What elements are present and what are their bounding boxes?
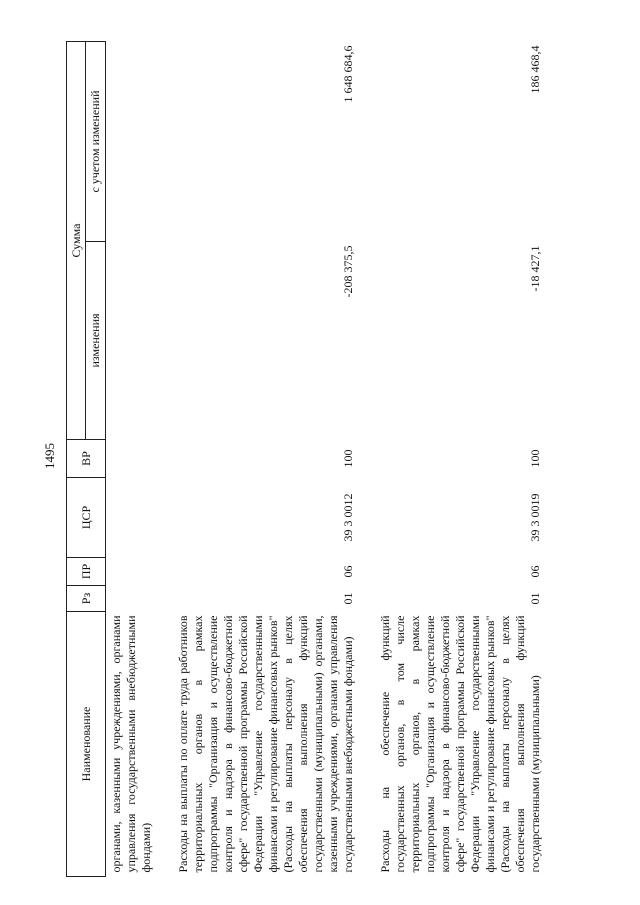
row-vr: 100 [340, 449, 355, 468]
header-rz: Рз [67, 586, 106, 612]
page-number: 1495 [42, 443, 57, 469]
row-csr: 39 3 0019 [527, 493, 542, 542]
row-rz [105, 586, 157, 612]
header-name: Наименование [67, 612, 106, 877]
row-spacer [359, 42, 375, 877]
header-pr: ПР [67, 558, 106, 586]
row-change: -208 375,5 [340, 245, 355, 298]
row-csr [105, 478, 157, 558]
header-sum: Сумма [67, 42, 86, 440]
row-with-change: 186 468,4 [527, 45, 542, 94]
row-with-change [105, 42, 157, 242]
row-csr: 39 3 0012 [340, 493, 355, 542]
row-pr: 06 [527, 565, 542, 578]
row-change: -18 427,1 [527, 245, 542, 292]
row-with-change: 1 648 684,6 [340, 45, 355, 103]
row-vr: 100 [527, 449, 542, 468]
table-row [105, 42, 157, 877]
header-vr: ВР [67, 440, 106, 478]
row-vr [105, 440, 157, 478]
row-pr: 06 [340, 565, 355, 578]
table-row [375, 42, 546, 877]
row-name: Расходы на выплаты по оплате труда работников территориальных органов в рамках подпрограммы "Организация и осуществление контроля и надзора в финансово-бюджетной сфере" государственной программы Российской Федерации "Управление государственными финансами и регулирование финансовых рынков" (Расходы на выплаты персоналу в целях обеспечения выполнения функций государственными (муниципальными) органами, казенными учреждениями, органами управления государственными внебюджетными фондами) [175, 615, 355, 873]
header-sum-with-change: с учетом изменений [86, 42, 105, 242]
row-change [105, 242, 157, 440]
header-sum-change: изменения [86, 242, 105, 440]
budget-table [66, 41, 546, 877]
row-pr [105, 558, 157, 586]
row-spacer [157, 42, 173, 877]
row-name: Расходы на обеспечение функций государственных органов, в том числе территориальных органов, в рамках подпрограммы "Организация и осуществление контроля и надзора в финансово-бюджетной сфере" государственной программы Российской Федерации "Управление государственными финансами и регулирование финансовых рынков" (Расходы на выплаты персоналу в целях обеспечения выполнения функций государственными (муниципальными) [377, 615, 542, 873]
row-name: органами, казенными учреждениями, органами управления государственными внебюджетными фондами) [108, 615, 153, 873]
table-row [173, 42, 359, 877]
header-csr: ЦСР [67, 478, 106, 558]
row-rz: 01 [340, 592, 355, 605]
row-rz: 01 [527, 592, 542, 605]
